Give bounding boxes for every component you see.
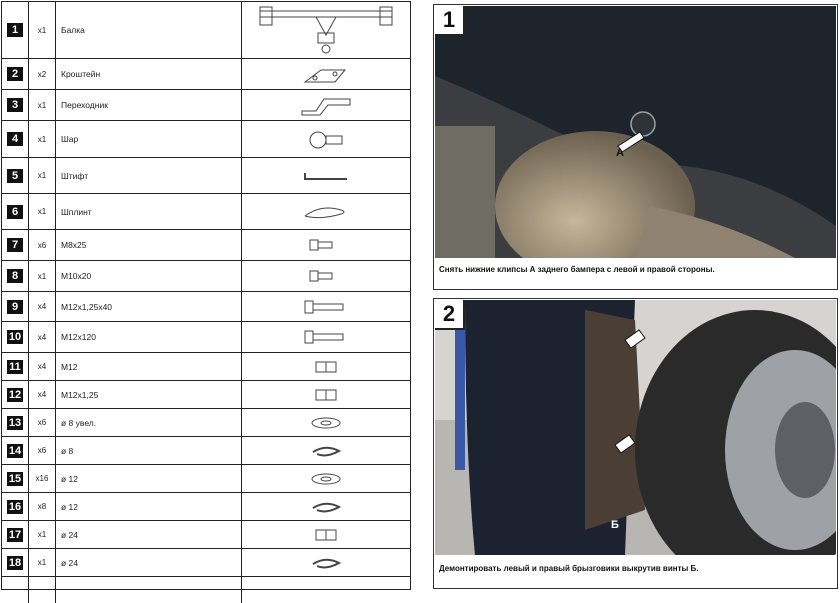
part-qty [29, 577, 56, 603]
step-1-number: 1 [435, 6, 465, 36]
part-name: ø 24 [56, 521, 242, 548]
part-number-cell [2, 158, 29, 193]
part-number-cell [2, 381, 29, 408]
pin-icon [242, 158, 410, 193]
spring-washer-icon [242, 437, 410, 464]
washer-icon [242, 409, 410, 436]
step-1-caption: Снять нижние клипсы А заднего бампера с левой и правой стороны. [439, 265, 715, 274]
step-2-photo [435, 300, 836, 555]
part-number: 9 [7, 300, 23, 314]
marker-b-label: Б [611, 519, 619, 531]
parts-row [2, 194, 410, 230]
part-number: 13 [8, 416, 22, 429]
nut-icon [242, 353, 410, 380]
cotter-pin-icon [242, 194, 410, 229]
step-2-caption: Демонтировать левый и правый брызговики выкрутив винты Б. [439, 564, 699, 573]
part-number-cell [2, 59, 29, 89]
spring-washer-icon [242, 549, 410, 576]
part-name: Штифт [56, 158, 242, 193]
part-number-cell [2, 121, 29, 157]
part-name: ø 12 [56, 493, 242, 520]
part-number: 18 [8, 556, 22, 569]
parts-row [2, 493, 410, 521]
adapter-icon [242, 90, 410, 120]
bolt-short-icon [242, 230, 410, 260]
part-qty: x1 [29, 121, 56, 157]
part-qty: x6 [29, 230, 56, 260]
parts-row [2, 90, 410, 121]
part-number: 15 [8, 472, 22, 485]
part-qty: x4 [29, 353, 56, 380]
part-number-cell [2, 2, 29, 58]
bolt-long-icon [242, 322, 410, 352]
part-qty: x2 [29, 59, 56, 89]
part-number-cell [2, 409, 29, 436]
part-name: ø 8 увел. [56, 409, 242, 436]
parts-row [2, 292, 410, 322]
part-number-cell [2, 322, 29, 352]
part-number: 14 [8, 444, 22, 457]
bracket-icon [242, 59, 410, 89]
part-name: Шар [56, 121, 242, 157]
part-number: 12 [8, 388, 22, 401]
part-qty: x4 [29, 381, 56, 408]
part-qty: x1 [29, 194, 56, 229]
part-number: 3 [7, 98, 23, 112]
part-name [56, 577, 242, 603]
parts-row [2, 261, 410, 292]
part-qty: x1 [29, 549, 56, 576]
nut-icon [242, 521, 410, 548]
part-name: M12x1,25 [56, 381, 242, 408]
part-number: 1 [7, 23, 23, 37]
parts-row [2, 353, 410, 381]
marker-a-label: А [616, 147, 624, 159]
part-name: Переходник [56, 90, 242, 120]
part-number-cell [2, 437, 29, 464]
nut-icon [242, 381, 410, 408]
part-qty: x6 [29, 437, 56, 464]
part-qty: x1 [29, 261, 56, 291]
parts-row [2, 2, 410, 59]
parts-row [2, 59, 410, 90]
parts-row [2, 549, 410, 577]
part-name: Кроштейн [56, 59, 242, 89]
washer-icon [242, 465, 410, 492]
parts-row [2, 521, 410, 549]
parts-row [2, 465, 410, 493]
part-number: 4 [7, 132, 23, 146]
part-name: M12x120 [56, 322, 242, 352]
part-qty: x16 [29, 465, 56, 492]
parts-table [1, 1, 411, 590]
part-number-cell [2, 230, 29, 260]
part-qty: x1 [29, 521, 56, 548]
part-name: M10x20 [56, 261, 242, 291]
part-qty: x1 [29, 90, 56, 120]
parts-row [2, 230, 410, 261]
part-name: ø 8 [56, 437, 242, 464]
part-number: 2 [7, 67, 23, 81]
parts-row [2, 381, 410, 409]
parts-row [2, 577, 410, 603]
part-name: Балка [56, 2, 242, 58]
part-number-cell [2, 194, 29, 229]
part-number: 6 [7, 205, 23, 219]
bolt-short-icon [242, 261, 410, 291]
part-number: 7 [7, 238, 23, 252]
bolt-long-icon [242, 292, 410, 321]
parts-row [2, 322, 410, 353]
part-qty: x1 [29, 2, 56, 58]
empty-icon-cell [242, 577, 410, 603]
part-name: ø 24 [56, 549, 242, 576]
part-name: M8x25 [56, 230, 242, 260]
part-number-cell [2, 292, 29, 321]
part-number: 8 [7, 269, 23, 283]
part-number-cell [2, 261, 29, 291]
part-qty: x8 [29, 493, 56, 520]
part-number: 16 [8, 500, 22, 513]
part-number-cell [2, 493, 29, 520]
part-number: 17 [8, 528, 22, 541]
part-name: Шплинт [56, 194, 242, 229]
part-number: 5 [7, 169, 23, 183]
part-number-cell [2, 465, 29, 492]
part-name: M12x1,25x40 [56, 292, 242, 321]
part-number-cell [2, 577, 29, 603]
part-number-cell [2, 549, 29, 576]
part-number-cell [2, 90, 29, 120]
spring-washer-icon [242, 493, 410, 520]
part-qty: x1 [29, 158, 56, 193]
parts-row [2, 158, 410, 194]
part-qty: x6 [29, 409, 56, 436]
parts-row [2, 437, 410, 465]
part-name: M12 [56, 353, 242, 380]
part-number-cell [2, 353, 29, 380]
part-qty: x4 [29, 322, 56, 352]
part-qty: x4 [29, 292, 56, 321]
part-number: 10 [8, 331, 22, 343]
ball-icon [242, 121, 410, 157]
part-number-cell [2, 521, 29, 548]
part-name: ø 12 [56, 465, 242, 492]
step-1-panel [433, 4, 838, 290]
towbar-beam-icon [242, 2, 410, 58]
step-2-panel [433, 298, 838, 589]
step-1-photo [435, 6, 836, 258]
part-number: 11 [7, 360, 23, 374]
parts-row [2, 121, 410, 158]
step-2-number: 2 [435, 300, 465, 330]
parts-row [2, 409, 410, 437]
